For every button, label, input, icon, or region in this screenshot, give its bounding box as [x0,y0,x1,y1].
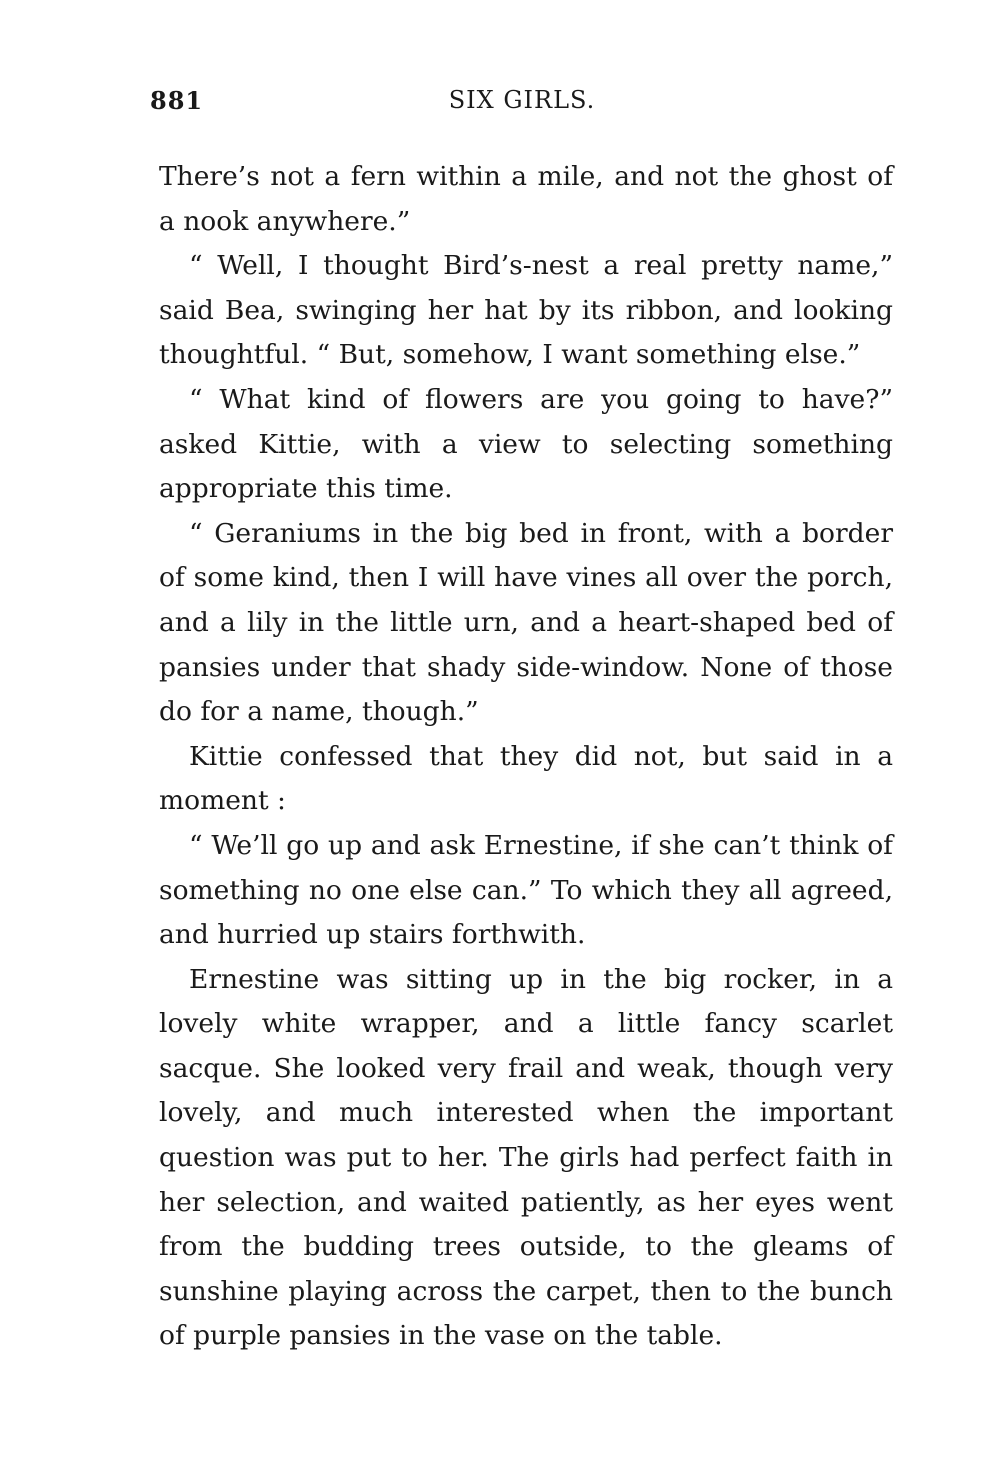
page-number: 881 [150,86,204,115]
paragraph: “ What kind of flowers are you going to have?” asked Kittie, with a view to selecting something appropriate this time. [159,383,893,505]
paragraph: “ We’ll go up and ask Ernestine, if she can’t think of something no one else can.” To which they all agreed, and hurried up stairs forthwith. [159,829,893,951]
body-text [159,155,893,1359]
running-head [150,86,894,122]
paragraph: “ Geraniums in the big bed in front, with a border of some kind, then I will have vines all over the porch, and a lily in the little urn, and a heart-shaped bed of pansies under that shady side-window. None of those do for a name, though.” [159,517,893,728]
paragraph: Kittie confessed that they did not, but said in a moment : [159,740,893,817]
paragraph: “ Well, I thought Bird’s-nest a real pretty name,” said Bea, swinging her hat by its ribbon, and looking thoughtful. “ But, somehow, I want something else.” [159,250,893,371]
paragraph: Ernestine was sitting up in the big rocker, in a lovely white wrapper, and a little fancy scarlet sacque. She looked very frail and weak, though very lovely, and much interested when the important question was put to her. The girls had perfect faith in her selection, and waited patiently, as her eyes went from the budding trees outside, to the gleams of sunshine playing across the carpet, then to the bunch of purple pansies in the vase on the table. [159,963,893,1352]
running-title: SIX GIRLS. [448,86,596,114]
paragraph-continuation: There’s not a fern within a mile, and not the ghost of a nook anywhere.” [159,161,893,237]
